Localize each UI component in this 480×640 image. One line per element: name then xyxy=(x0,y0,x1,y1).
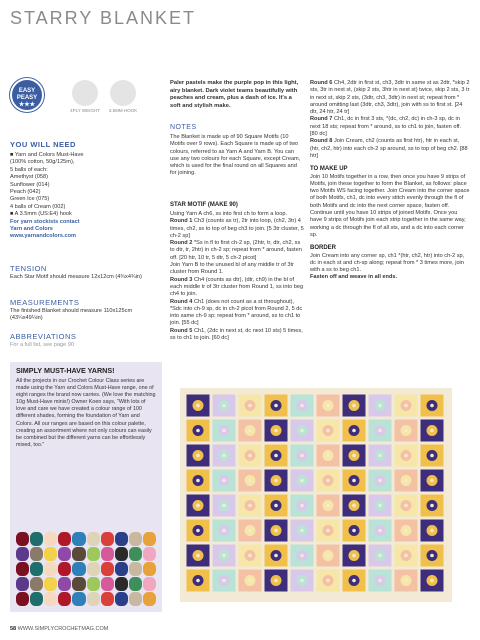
blanket-motif-center xyxy=(222,554,226,558)
join-yarn-b: Join Yarn B to the unused bl of any middle tr of 3tr cluster from Round 1. xyxy=(170,262,294,276)
blanket-motif-center xyxy=(196,504,200,508)
yarn-ball xyxy=(30,592,43,606)
list-item: Peach (042) xyxy=(10,189,41,196)
blanket-motif-center xyxy=(248,529,252,533)
blanket-photo xyxy=(178,386,454,604)
blanket-motif-center xyxy=(326,529,330,533)
blanket-motif-center xyxy=(196,454,200,458)
round-text: *Ss in fl to first ch-2 sp, (2htr, tr, dtr, ch2, ss to dtr, tr, 2htr) in ch-2 sp; repeat from * around, fasten off. [20 htr, 10 tr, 5 dtr, 5 ch-2 picot] xyxy=(170,240,302,261)
yarn-ball xyxy=(101,532,114,546)
yarn-ball xyxy=(87,547,100,561)
blanket-motif-center xyxy=(300,479,304,483)
blanket-motif-center xyxy=(248,404,252,408)
measurements-heading: MEASUREMENTS xyxy=(10,298,80,307)
blanket-motif-center xyxy=(248,554,252,558)
you-will-need-heading: YOU WILL NEED xyxy=(10,140,76,149)
yarn-ball xyxy=(115,577,128,591)
round-text: Join Cream, ch2 (counts as first htr), htr in each st, (htr, ch2, htr) into each ch-2 sp around, ss to top of beg ch2. [88 htr] xyxy=(310,138,468,159)
box-heading: SIMPLY MUST-HAVE YARNS! xyxy=(16,366,115,375)
round-4 xyxy=(170,299,304,328)
yarn-ball xyxy=(129,532,142,546)
round-3 xyxy=(170,277,304,299)
blanket-motif-center xyxy=(430,454,434,458)
blanket-motif-center xyxy=(378,454,382,458)
yarn-ball xyxy=(115,562,128,576)
blanket-motif-center xyxy=(248,504,252,508)
yarn-ball xyxy=(16,592,29,606)
round-2 xyxy=(170,240,304,262)
blanket-motif-center xyxy=(378,504,382,508)
blanket-motif-center xyxy=(196,529,200,533)
stockists-text: For yarn stockists contact xyxy=(10,218,80,225)
page-title: STARRY BLANKET xyxy=(10,8,197,28)
blanket-motif-center xyxy=(326,404,330,408)
blanket-motif-center xyxy=(430,404,434,408)
blanket-motif-center xyxy=(274,504,278,508)
blanket-motif-center xyxy=(196,554,200,558)
list-item: 4 balls of Cream (002) xyxy=(10,203,66,210)
make-up-text: Join 10 Motifs together in a row, then once you have 9 strips of Motifs, join these together to form the Blanket, as follows: place two Motifs WS facing together. Join Cream into the corner space of both Motifs, ch1, dc into every stitch evenly through the fl of both Motifs and dc into the next corner space, fasten off. Continue until you have 10 strips of joined Motifs. Once you have 9 strips of Motifs join each strip together in the same way, working a dc through the fl of all sts, and a dc into each corner sp. xyxy=(310,173,470,238)
yarn-ball xyxy=(16,562,29,576)
yarn-ball xyxy=(143,562,156,576)
blanket-motif-center xyxy=(222,454,226,458)
round-6 xyxy=(310,80,470,116)
round-label: Round 1 xyxy=(170,218,193,225)
stockists-link[interactable]: www.yarnandcolors.com xyxy=(10,233,77,240)
blanket-motif-center xyxy=(300,454,304,458)
tension-text: Each Star Motif should measure 12x12cm (4¾x4¾in) xyxy=(10,274,142,280)
yarn-ball xyxy=(143,547,156,561)
blanket-motif-center xyxy=(378,554,382,558)
yarn-ball xyxy=(87,562,100,576)
blanket-motif-center xyxy=(352,479,356,483)
round-text: Ch1, (2dc in next st, dc next 10 sts) 5 times, ss to ch1 to join. [60 dc] xyxy=(170,327,303,342)
yarn-balls-photo xyxy=(16,532,156,606)
blanket-motif-center xyxy=(300,529,304,533)
border-text: Join Cream into any corner sp, ch1 *(htr, ch2, htr) into ch-2 sp, dc in each st and ch-sp along; repeat from * 3 times more, join with a ss to beg ch1. xyxy=(310,252,465,274)
yarn-ball xyxy=(30,562,43,576)
yarn-ball xyxy=(129,562,142,576)
blanket-motif-center xyxy=(300,554,304,558)
blanket-motif-center xyxy=(196,479,200,483)
blanket-motif-center xyxy=(222,479,226,483)
yarn-ball xyxy=(16,547,29,561)
round-5 xyxy=(170,328,304,343)
blanket-motif-center xyxy=(352,504,356,508)
blanket-motif-center xyxy=(404,554,408,558)
blanket-motif-center xyxy=(300,429,304,433)
blanket-motif-center xyxy=(352,554,356,558)
yarn-ball xyxy=(101,592,114,606)
yarn-ball xyxy=(72,547,85,561)
blanket-motif-center xyxy=(430,554,434,558)
blanket-motif-center xyxy=(352,579,356,583)
blanket-motif-center xyxy=(222,429,226,433)
round-label: Round 4 xyxy=(170,298,193,305)
blanket-motif-center xyxy=(430,429,434,433)
blanket-motif-center xyxy=(378,429,382,433)
pattern-badges xyxy=(10,80,170,120)
round-label: Round 8 xyxy=(310,138,333,145)
yarn-ball xyxy=(30,532,43,546)
blanket-motif-center xyxy=(404,529,408,533)
blanket-motif-center xyxy=(430,529,434,533)
yarn-ball xyxy=(58,532,71,546)
yarn-ball xyxy=(58,592,71,606)
pattern-steps xyxy=(170,211,304,342)
easy-label: EASY PEASY xyxy=(16,88,38,101)
yarn-ball xyxy=(115,592,128,606)
star-motif-heading: STAR MOTIF (MAKE 90) xyxy=(170,202,238,208)
blanket-motif-center xyxy=(196,579,200,583)
yarn-ball xyxy=(58,577,71,591)
hook-icon xyxy=(108,80,138,113)
yarn-ball xyxy=(16,532,29,546)
round-text: Ch4, 2dtr in first st, ch3, 3dtr in same st as 2dtr, *skip 2 sts, 3tr in next st, (skip 2 sts, 3htr in next st) twice, skip 2 sts, 3 tr in next st, skip 2 sts, (3dtr, ch3, 3dtr) in next st; repeat from * around omitting last (3dtr, ch3, 3dtr), join with ss to first st. [24 dtr, 24 htr, 24 tr] xyxy=(310,80,470,116)
blanket-motif-center xyxy=(300,504,304,508)
round-8 xyxy=(310,138,470,160)
page-footer xyxy=(10,626,108,632)
blanket-motif-center xyxy=(300,404,304,408)
border-heading: BORDER xyxy=(310,245,337,252)
blanket-motif-center xyxy=(196,429,200,433)
blanket-motif-center xyxy=(326,554,330,558)
round-7 xyxy=(310,116,470,138)
blanket-motif-center xyxy=(326,454,330,458)
yarn-ball xyxy=(72,532,85,546)
yarn-ball xyxy=(129,547,142,561)
blanket-motif-center xyxy=(274,479,278,483)
intro-text: Paler pastels make the purple pop in this light, airy blanket. Dark violet teams beautifully with peaches and cream, plus a dash of ice. It's a soft and stylish make. xyxy=(170,80,299,109)
stockists-brand: Yarn and Colors xyxy=(10,226,53,233)
blanket-motif-center xyxy=(300,579,304,583)
blanket-motif-center xyxy=(326,479,330,483)
make-up-heading: TO MAKE UP xyxy=(310,166,348,173)
website: WWW.SIMPLYCROCHETMAG.COM xyxy=(17,626,109,632)
tension-heading: TENSION xyxy=(10,264,47,273)
round-text: Ch4 (counts as dtr), (dtr, ch9) in the bl of each middle tr of 3tr cluster from Round 1, ss into beg ch4 to join. xyxy=(170,276,304,298)
yarn-weight-icon xyxy=(70,80,100,113)
star-rating-icon: ★★★ xyxy=(18,102,36,108)
blanket-motif-center xyxy=(326,579,330,583)
blanket-motif-center xyxy=(352,454,356,458)
weight-label: 4PLY WEIGHT xyxy=(70,108,100,113)
blanket-motif-center xyxy=(404,579,408,583)
easy-peasy-badge xyxy=(10,78,44,112)
yarn-ball xyxy=(115,547,128,561)
blanket-motif-center xyxy=(352,529,356,533)
round-label: Round 7 xyxy=(310,116,333,123)
blanket-motif-center xyxy=(378,579,382,583)
yarn-ball xyxy=(101,547,114,561)
yarn-ball xyxy=(30,577,43,591)
blanket-motif-center xyxy=(222,504,226,508)
yarn-ball xyxy=(72,562,85,576)
must-have-yarns-box xyxy=(10,362,162,612)
blanket-motif-center xyxy=(430,504,434,508)
notes-heading: NOTES xyxy=(170,124,197,131)
blanket-motif-center xyxy=(248,579,252,583)
round-label: Round 5 xyxy=(170,327,193,334)
round-1 xyxy=(170,218,304,240)
yarn-ball xyxy=(72,592,85,606)
round-text: Ch3 (counts as tr), 2tr into loop, (ch2, 3tr) 4 times, ch2, ss to top of beg ch3 to join. [5 3tr cluster, 5 ch-2 sp] xyxy=(170,218,304,239)
yarn-ball xyxy=(58,547,71,561)
materials-list xyxy=(10,152,162,241)
blanket-motif-center xyxy=(274,454,278,458)
yarn-ball xyxy=(30,547,43,561)
blanket-motif-center xyxy=(222,579,226,583)
yarn-ball xyxy=(143,532,156,546)
blanket-motif-center xyxy=(274,529,278,533)
yarn-ball xyxy=(58,562,71,576)
page-number: 58 xyxy=(10,626,17,632)
blanket-motif-center xyxy=(404,479,408,483)
list-item: Amethyst (058) xyxy=(10,174,48,181)
blanket-motif-center xyxy=(404,404,408,408)
fasten-off-text: Fasten off and weave in all ends. xyxy=(310,274,398,281)
blanket-motif-center xyxy=(274,554,278,558)
blanket-motif-center xyxy=(274,404,278,408)
round-label: Round 6 xyxy=(310,80,333,86)
blanket-motif-center xyxy=(352,404,356,408)
list-item: 5 balls of each: xyxy=(10,166,48,173)
list-item: Green Ice (075) xyxy=(10,196,50,203)
blanket-motif-center xyxy=(248,479,252,483)
blanket-motif-center xyxy=(404,454,408,458)
yarn-ball xyxy=(101,562,114,576)
measurements-text: The finished Blanket should measure 110x125cm (43¼x49¼in) xyxy=(10,308,133,322)
blanket-motif-center xyxy=(404,504,408,508)
round-label: Round 3 xyxy=(170,276,193,283)
round-text: Ch1, dc in first 3 sts, *(dc, ch2, dc) in ch-3 sp, dc in next 18 sts; repeat from * around, ss to ch1 to join, fasten off. [80 dc] xyxy=(310,116,462,138)
round-text: Ch1 (does not count as a st throughout), *Sdc into ch-9 sp, dc in ch-2 picot from Round 2, 5 dc into same ch-9 sp; repeat from * around, ss to ch1 to join. [55 dc] xyxy=(170,298,303,327)
yarn-ball xyxy=(143,577,156,591)
yarn-ball xyxy=(72,577,85,591)
list-item: ■ Yarn and Colors Must-Have xyxy=(10,152,84,158)
blanket-motif-center xyxy=(274,429,278,433)
yarn-ball xyxy=(44,532,57,546)
yarn-ball xyxy=(129,592,142,606)
yarn-ball xyxy=(87,592,100,606)
blanket-motif-center xyxy=(378,404,382,408)
notes-text: The Blanket is made up of 90 Square Motifs (10 Motifs over 9 rows). Each Square is made up of two colours, referred to as Yarn A and Yarn B. You can use any two colours for each Square, except Cream, which is used for the final round on all Squares and for joining. xyxy=(170,134,301,177)
blanket-motif-center xyxy=(430,579,434,583)
yarn-ball xyxy=(44,592,57,606)
blanket-motif-center xyxy=(326,429,330,433)
blanket-motif-center xyxy=(222,404,226,408)
blanket-motif-center xyxy=(248,429,252,433)
blanket-motif-center xyxy=(378,529,382,533)
blanket-motif-center xyxy=(378,479,382,483)
yarn-ball xyxy=(129,577,142,591)
blanket-motif-center xyxy=(274,579,278,583)
list-item: (100% cotton, 50g/125m), xyxy=(10,159,75,166)
list-item: Sunflower (014) xyxy=(10,181,50,188)
blanket-motif-center xyxy=(222,529,226,533)
yarn-ball xyxy=(101,577,114,591)
round-label: Round 2 xyxy=(170,240,193,247)
pattern-steps-continued xyxy=(310,80,470,282)
yarn-ball xyxy=(16,577,29,591)
hook-label: 3.5MM HOOK xyxy=(108,108,138,113)
blanket-motif-center xyxy=(248,454,252,458)
blanket-motif-center xyxy=(404,429,408,433)
yarn-ball xyxy=(44,562,57,576)
yarn-ball xyxy=(87,577,100,591)
list-item: ■ A 3.5mm (US:E4) hook xyxy=(10,211,72,218)
blanket-motif-center xyxy=(196,404,200,408)
blanket-motif-center xyxy=(352,429,356,433)
yarn-ball xyxy=(44,577,57,591)
abbreviations-heading: ABBREVIATIONS xyxy=(10,332,77,341)
yarn-ball xyxy=(115,532,128,546)
blanket-motif-center xyxy=(326,504,330,508)
abbreviations-text: For a full list, see page 90 xyxy=(10,342,75,348)
star-intro: Using Yarn A ch6, ss into first ch to form a loop. xyxy=(170,211,288,217)
blanket-motif-center xyxy=(430,479,434,483)
yarn-ball xyxy=(44,547,57,561)
box-text: All the projects in our Crochet Colour Class series are made using the Yarn and Colors Must-Have range, one of eight ranges the brand now carries. (We love the matching 10g Must-Have minis!) Owner Koen says, "With lots of love and care we have created a colour range of 100 different shades, forming the foundation of Yarn and Colors. All our ranges are based on this colour palette, creating an assortment where not only colours can easily be combined but the different yarns can be effortlessly mixed, too." xyxy=(16,378,156,448)
yarn-ball xyxy=(143,592,156,606)
yarn-ball xyxy=(87,532,100,546)
